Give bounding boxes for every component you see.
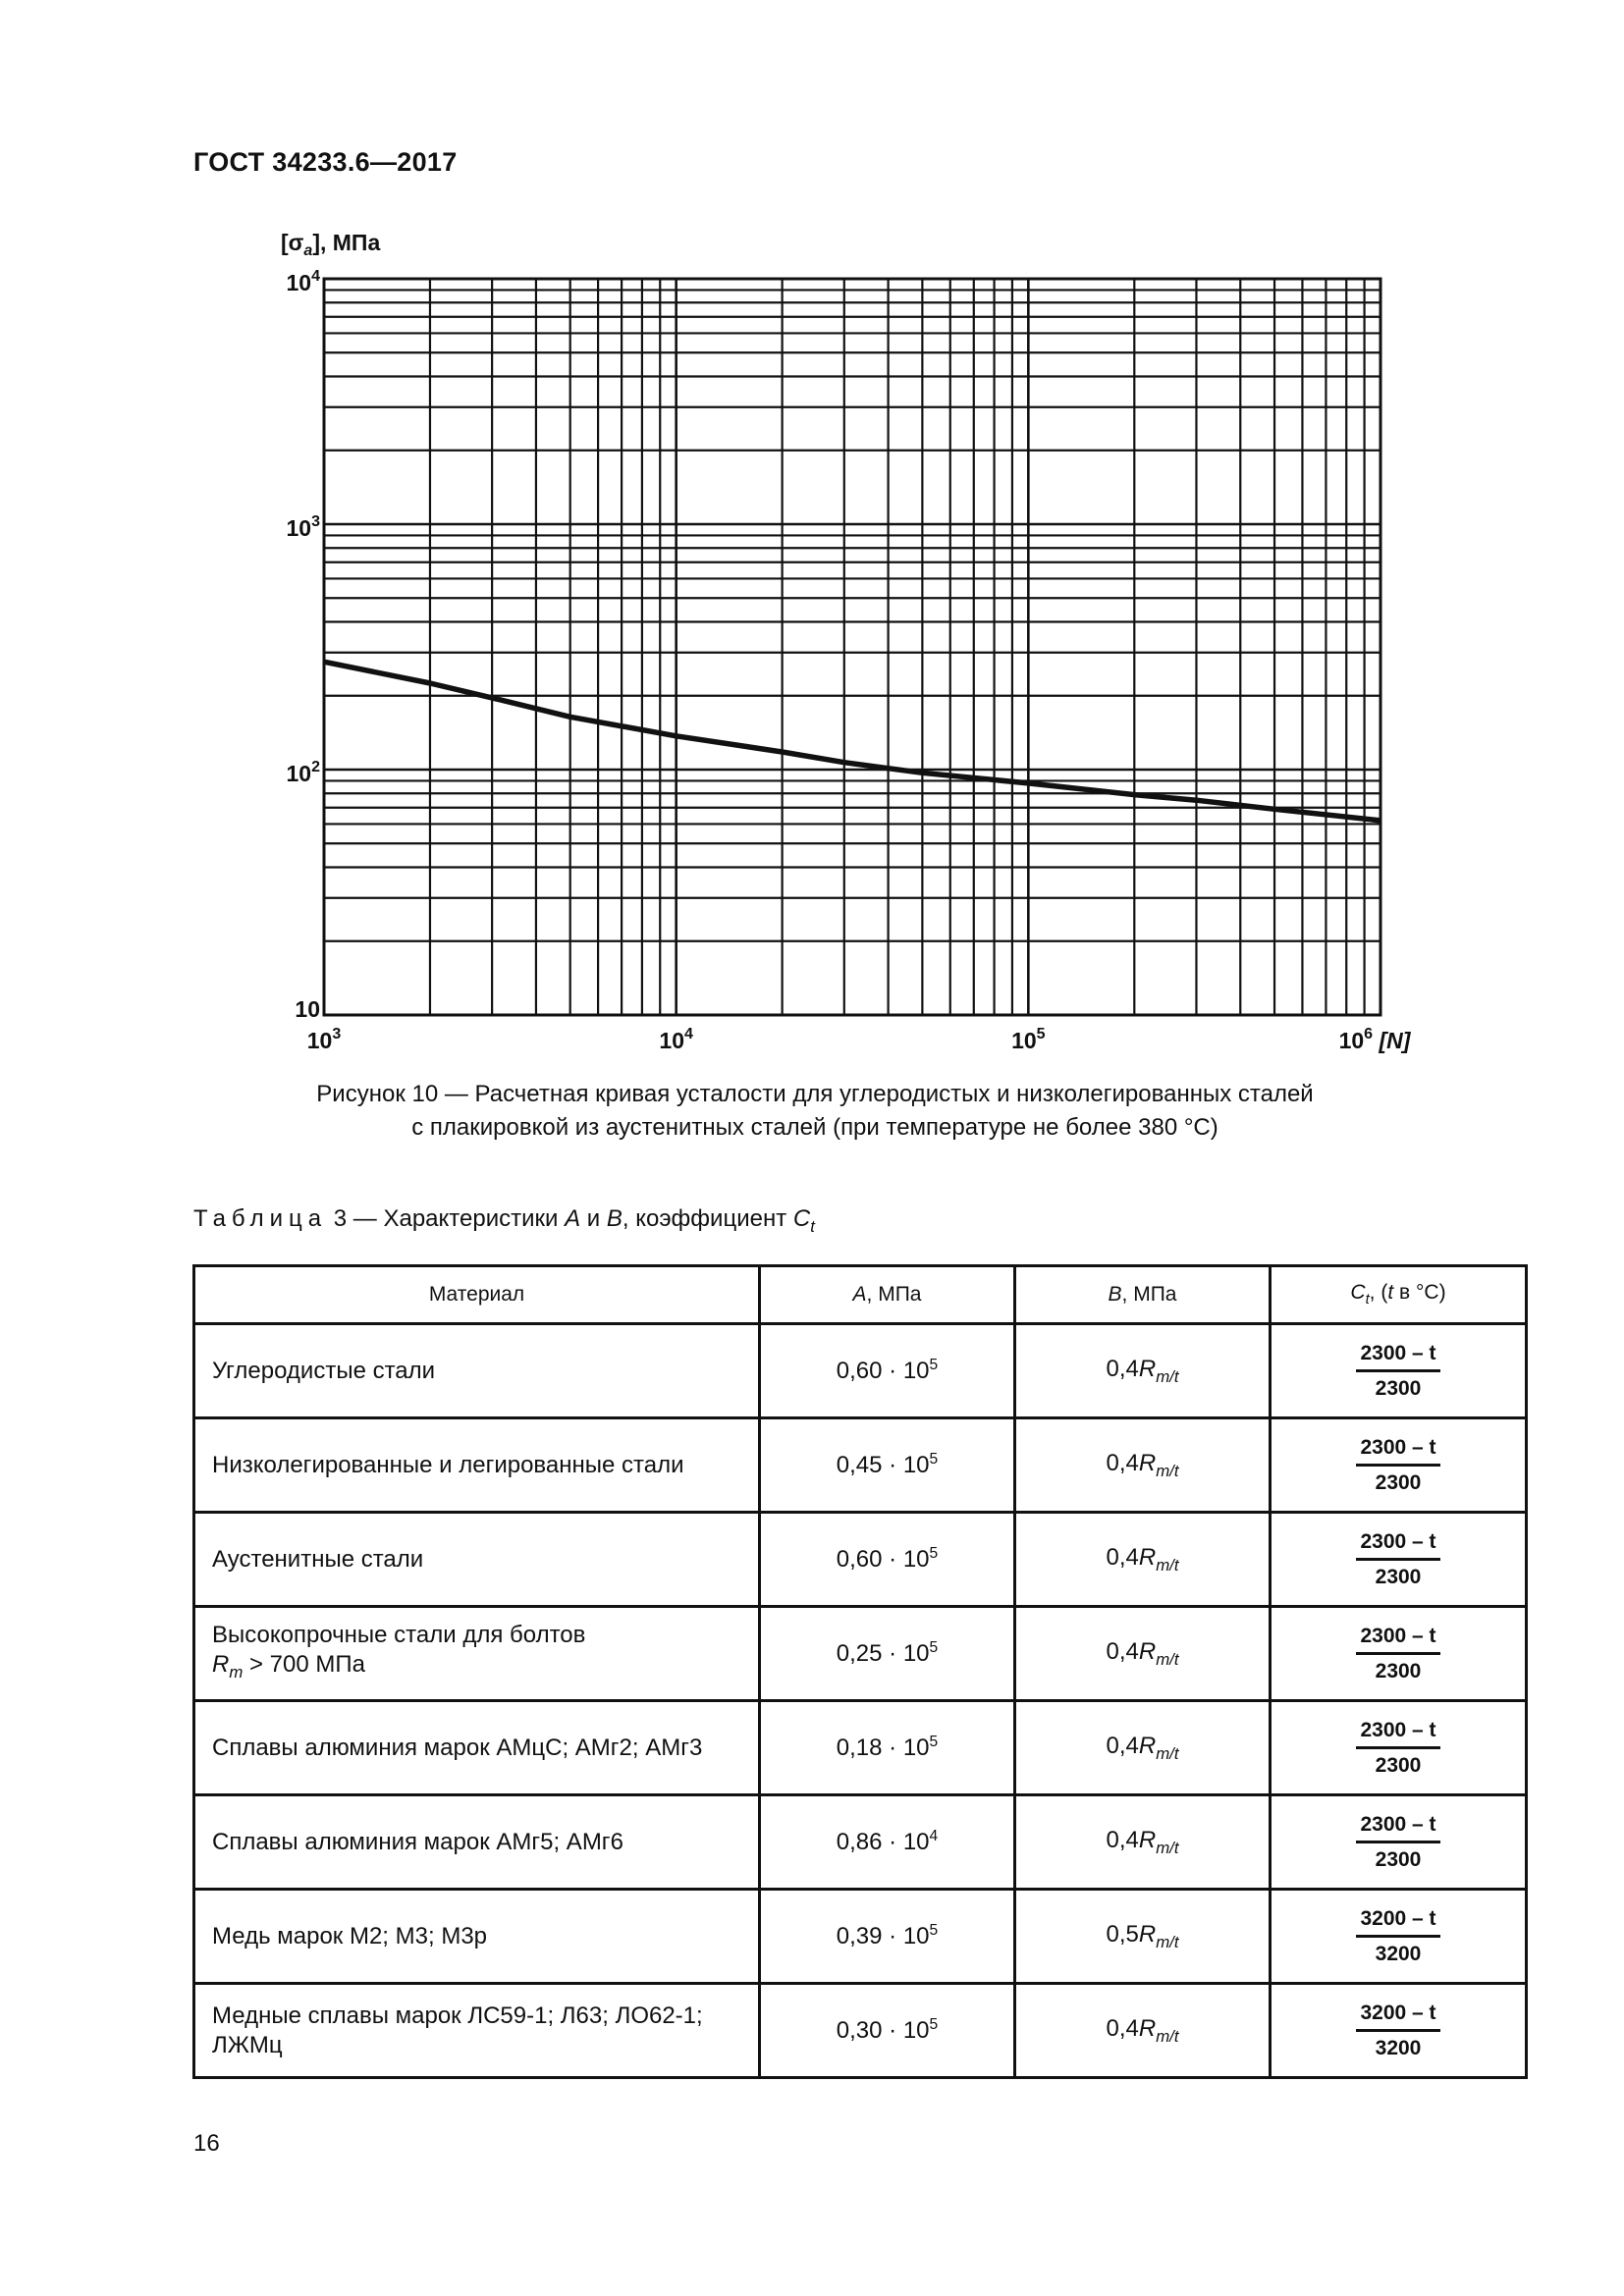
cell-b [1015, 1513, 1271, 1607]
page-number: 16 [193, 2130, 220, 2157]
b-coef: 0,5 [1106, 1920, 1139, 1948]
table-row [194, 1795, 1527, 1890]
a-mantissa: 0,25 · 10 [836, 1640, 930, 1667]
a-mantissa: 0,86 · 10 [836, 1829, 930, 1855]
header-b-unit: , МПа [1121, 1283, 1177, 1306]
b-sub: m/t [1156, 1555, 1179, 1575]
header-c-t: t [1387, 1281, 1394, 1305]
b-letter: R [1138, 1543, 1157, 1571]
cell-ct [1271, 1513, 1527, 1607]
table-title-and: и [580, 1205, 607, 1232]
ct-numerator: 2300 – t [1356, 1528, 1439, 1561]
table-row [194, 1513, 1527, 1607]
cell-ct [1271, 1701, 1527, 1795]
table-row [194, 1890, 1527, 1984]
ct-denominator: 2300 [1375, 1659, 1422, 1682]
header-c-sub: t [1365, 1292, 1370, 1308]
figure-caption-line-2: с плакировкой из аустенитных сталей (при температуре не более 380 °С) [411, 1114, 1218, 1141]
b-sub: m/t [1156, 1649, 1179, 1669]
header-c-tail-1: , ( [1369, 1281, 1388, 1305]
x-tick-label: $10^3$ [306, 1026, 342, 1053]
table-word: Таблица [193, 1205, 328, 1232]
cell-material [194, 1795, 760, 1890]
ct-fraction [1356, 1811, 1439, 1874]
material-note-sub: m [229, 1662, 244, 1682]
cell-ct [1271, 1418, 1527, 1513]
cell-b [1015, 1418, 1271, 1513]
ct-numerator: 3200 – t [1356, 2000, 1439, 2032]
table-row [194, 1607, 1527, 1701]
material-name: Сплавы алюминия марок АМг5; АМг6 [212, 1828, 623, 1855]
cell-material [194, 1607, 760, 1701]
cell-a [760, 1513, 1015, 1607]
b-letter: R [1138, 1355, 1157, 1382]
cell-b [1015, 1984, 1271, 2078]
cell-a [760, 1701, 1015, 1795]
cell-b [1015, 1890, 1271, 1984]
cell-material [194, 1701, 760, 1795]
ct-fraction [1356, 1905, 1439, 1968]
ct-denominator: 2300 [1375, 1753, 1422, 1777]
ct-numerator: 2300 – t [1356, 1434, 1439, 1467]
a-mantissa: 0,18 · 10 [836, 1735, 930, 1761]
table-title-c-sub: t [810, 1216, 815, 1236]
table-title-b: B [606, 1205, 623, 1232]
cell-ct [1271, 1324, 1527, 1418]
characteristics-table [192, 1264, 1528, 2079]
material-name: Медные сплавы марок ЛС59-1; Л63; ЛО62-1; [212, 2002, 703, 2029]
ct-fraction [1356, 1528, 1439, 1591]
material-name: Медь марок М2; М3; М3р [212, 1922, 488, 1949]
b-letter: R [1138, 1920, 1157, 1948]
b-sub: m/t [1156, 1932, 1179, 1951]
table-title-a: A [565, 1205, 581, 1232]
cell-material [194, 1513, 760, 1607]
a-exponent: 5 [929, 1639, 939, 1656]
ct-denominator: 2300 [1375, 1470, 1422, 1494]
plot-frame [324, 279, 1380, 1015]
cell-a [760, 1984, 1015, 2078]
b-sub: m/t [1156, 1743, 1179, 1763]
ct-fraction [1356, 1340, 1439, 1403]
material-name: Низколегированные и легированные стали [212, 1451, 684, 1478]
cell-material [194, 1324, 760, 1418]
cell-material [194, 1418, 760, 1513]
cell-ct [1271, 1795, 1527, 1890]
material-name: Углеродистые стали [212, 1357, 436, 1384]
ct-numerator: 2300 – t [1356, 1811, 1439, 1843]
a-exponent: 5 [929, 1734, 939, 1750]
a-mantissa: 0,30 · 10 [836, 2017, 930, 2044]
ct-fraction [1356, 2000, 1439, 2062]
header-b-letter: B [1108, 1283, 1122, 1306]
header-ct [1271, 1266, 1527, 1324]
a-exponent: 5 [929, 2016, 939, 2033]
b-coef: 0,4 [1106, 1732, 1139, 1759]
table-header-row [194, 1266, 1527, 1324]
ct-denominator: 2300 [1375, 1376, 1422, 1400]
y-tick-label: 10 [295, 996, 320, 1022]
header-c-tail-2: в °С) [1393, 1281, 1446, 1305]
b-letter: R [1138, 1637, 1157, 1665]
b-letter: R [1138, 1732, 1157, 1759]
cell-b [1015, 1607, 1271, 1701]
cell-a [760, 1890, 1015, 1984]
a-mantissa: 0,60 · 10 [836, 1546, 930, 1573]
ct-numerator: 2300 – t [1356, 1623, 1439, 1655]
cell-material [194, 1890, 760, 1984]
x-tick-label: $10^5$ [1011, 1026, 1046, 1053]
cell-a [760, 1324, 1015, 1418]
header-a [760, 1266, 1015, 1324]
b-coef: 0,4 [1106, 2014, 1139, 2042]
b-letter: R [1138, 1449, 1157, 1476]
cell-ct [1271, 1607, 1527, 1701]
ct-denominator: 3200 [1375, 1942, 1422, 1965]
b-coef: 0,4 [1106, 1449, 1139, 1476]
b-coef: 0,4 [1106, 1543, 1139, 1571]
cell-material [194, 1984, 760, 2078]
cell-ct [1271, 1984, 1527, 2078]
b-sub: m/t [1156, 1461, 1179, 1480]
table-title-c: C [792, 1205, 811, 1232]
material-name: Высокопрочные стали для болтов [212, 1621, 586, 1648]
fatigue-curve-line [324, 662, 1380, 821]
b-sub: m/t [1156, 1366, 1179, 1386]
x-tick-label: $10^4$ [659, 1026, 693, 1053]
b-coef: 0,4 [1106, 1826, 1139, 1853]
y-tick-label: $10^2$ [286, 759, 320, 786]
a-mantissa: 0,45 · 10 [836, 1452, 930, 1478]
a-exponent: 5 [929, 1545, 939, 1562]
a-exponent: 4 [929, 1828, 939, 1844]
header-a-unit: , МПа [866, 1283, 922, 1306]
x-tick-label: $10^6$ [N] [1338, 1026, 1411, 1053]
table-row [194, 1324, 1527, 1418]
material-name: Сплавы алюминия марок АМцС; АМг2; АМг3 [212, 1734, 703, 1761]
a-exponent: 5 [929, 1922, 939, 1939]
cell-a [760, 1607, 1015, 1701]
material-note-letter: R [212, 1650, 230, 1678]
cell-b [1015, 1701, 1271, 1795]
document-header: ГОСТ 34233.6—2017 [193, 147, 458, 177]
a-exponent: 5 [929, 1451, 939, 1468]
cell-a [760, 1418, 1015, 1513]
b-letter: R [1138, 1826, 1157, 1853]
header-c-letter: C [1350, 1281, 1366, 1305]
ct-numerator: 2300 – t [1356, 1340, 1439, 1372]
b-sub: m/t [1156, 1838, 1179, 1857]
ct-denominator: 2300 [1375, 1847, 1422, 1871]
material-name: Аустенитные стали [212, 1545, 424, 1573]
y-tick-label: $10^4$ [286, 268, 320, 295]
table-row [194, 1701, 1527, 1795]
ct-denominator: 2300 [1375, 1565, 1422, 1588]
ct-numerator: 3200 – t [1356, 1905, 1439, 1938]
ct-fraction [1356, 1434, 1439, 1497]
table-row [194, 1984, 1527, 2078]
ct-numerator: 2300 – t [1356, 1717, 1439, 1749]
y-axis-title: $[\sigma_a]$, МПа [281, 230, 381, 259]
cell-ct [1271, 1890, 1527, 1984]
cell-a [760, 1795, 1015, 1890]
ct-fraction [1356, 1623, 1439, 1685]
a-mantissa: 0,39 · 10 [836, 1923, 930, 1949]
header-a-letter: A [852, 1283, 867, 1306]
ct-fraction [1356, 1717, 1439, 1780]
table-row [194, 1418, 1527, 1513]
table-title-text: 3 — Характеристики [327, 1205, 566, 1232]
b-coef: 0,4 [1106, 1637, 1139, 1665]
y-tick-label: $10^3$ [286, 513, 320, 541]
cell-b [1015, 1324, 1271, 1418]
material-note-rest: ЛЖМц [212, 2031, 283, 2058]
header-material: Материал [194, 1266, 760, 1324]
a-exponent: 5 [929, 1357, 939, 1373]
figure-caption-line-1: Рисунок 10 — Расчетная кривая усталости для углеродистых и низколегированных сталей [316, 1081, 1314, 1107]
material-note-rest: > 700 МПа [243, 1650, 365, 1678]
table-title [193, 1205, 815, 1237]
a-mantissa: 0,60 · 10 [836, 1358, 930, 1384]
b-letter: R [1138, 2014, 1157, 2042]
cell-b [1015, 1795, 1271, 1890]
fatigue-curve-chart [0, 0, 1624, 1090]
table-title-coef: , коэффициент [622, 1205, 793, 1232]
header-b [1015, 1266, 1271, 1324]
ct-denominator: 3200 [1375, 2036, 1422, 2059]
b-coef: 0,4 [1106, 1355, 1139, 1382]
b-sub: m/t [1156, 2026, 1179, 2046]
